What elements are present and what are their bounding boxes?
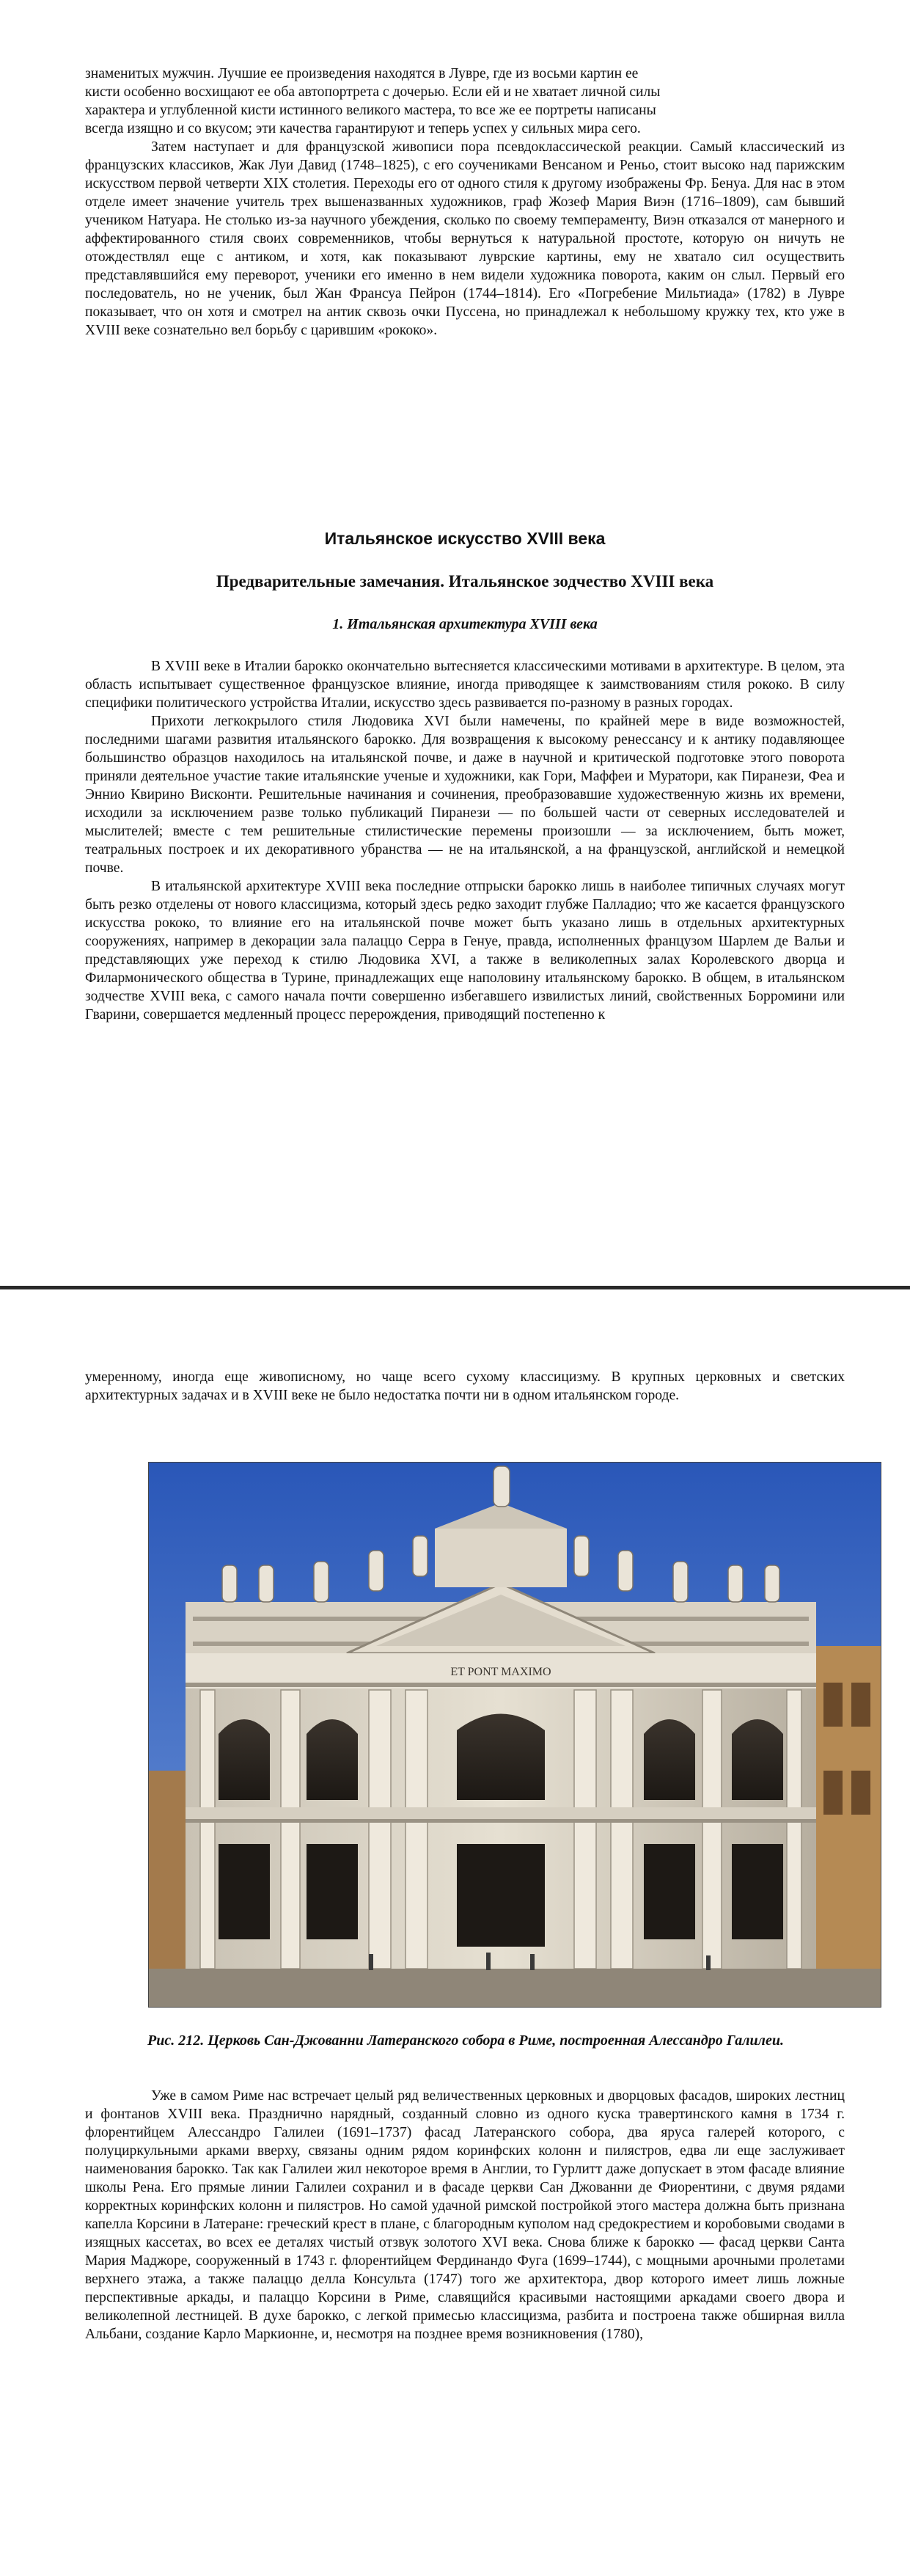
continued-paragraph: умеренному, иногда еще живописному, но чаще всего сухому классицизму. В крупных церковных и светских архитектурных задачах и в XVIII веке не было недостатка почти ни в одном итальянском городе. (85, 1369, 845, 1403)
facade-illustration (149, 1463, 881, 2007)
intro-line: кисти особенно восхищают ее оба автопортрета с дочерью. Если ей и не хватает личной силы (85, 84, 661, 100)
page-1 (0, 0, 910, 1286)
david-paragraph-block (85, 138, 845, 340)
figure-caption: Рис. 212. Церковь Сан-Джованни Латеранского собора в Риме, построенная Алессандро Галилеи. (147, 2032, 784, 2049)
section-title: Итальянское искусство XVIII века (324, 529, 606, 548)
intro-paragraph (85, 65, 845, 138)
rome-paragraph-block (85, 2087, 845, 2343)
architecture-paragraphs (85, 657, 845, 1024)
paragraph-baroque: В XVIII веке в Италии барокко окончательно вытесняется классическими мотивами в архитектуре. В целом, эта область испытывает существенное французское влияние, иногда приводящее к заимствованиям стиля рококо. В силу специфики политического устройства Италии, искусство здесь развивается по-разному в разных городах. (85, 659, 845, 711)
paragraph-louis-xvi: Прихоти легкокрылого стиля Людовика XVI были намечены, по крайней мере в виде возможностей, последними шагами развития итальянского барокко. Для возвращения к высокому ренессансу и к антику подавляющее большинство образцов находилось на итальянской почве, и даже в научной и критической подготовке этого поворота приняли деятельное участие такие итальянские ученые и художники, как Гори, Маффеи и Муратори, как Пиранези, Феа и Эннио Квирино Висконти. Решительные начинания и сочинения, преобразовавшие художественную жизнь их времени, исходили за исключением разве только публикаций Пиранези — по большей части от северных исследователей и мыслителей; вместе с тем решительные стилистические перемены произошли — за исключением, быть может, театральных построек и их декоративного убранства — не на итальянской, а на французской, английской и немецкой почве. (85, 714, 845, 876)
intro-line: знаменитых мужчин. Лучшие ее произведения находятся в Лувре, где из восьми картин ее (85, 66, 639, 81)
lateran-facade-photo (148, 1462, 881, 2008)
facade-inscription: ET PONT MAXIMO (450, 1666, 551, 1678)
rome-paragraph: Уже в самом Риме нас встречает целый ряд величественных церковных и дворцовых фасадов, широких лестниц и фонтанов XVIII века. Празднично нарядный, созданный словно из одного куска травертинского камня в 1734 г. флорентийцем Алессандро Галилеи (1691–1737) фасад Латеранского собора, два яруса галерей которого, с полуциркульными арками вверху, связаны одним рядом коринфских колонн и пилястров, едва ли еще заслуживает наименования барокко. Так как Галилеи жил некоторое время в Англии, то Гурлитт даже допускает в этом фасаде влияние школы Рена. Его прямые линии Галилеи сохранил и в фасаде церкви Сан Джованни де Фиорентини, с двумя рядами корректных коринфских колонн и пилястров. Но самой удачной римской постройкой этого мастера должна быть признана капелла Корсини в Латеране: греческий крест в плане, с благородным куполом над средокрестием и коробовыми сводами в изящных кассетах, во всех ее деталях чистый отзвук золотого XVI века. Снова ближе к барокко — фасад церкви Санта Мария Маджоре, сооруженный в 1743 г. флорентийцем Фердинандо Фуга (1699–1744), с мощными арочными пролетами верхнего этажа, а также палаццо делла Консульта (1747) того же архитектора, двор которого имеет лишь ложные перспективные аркады, и палаццо Корсини в Риме, славящийся красивыми настоящими аркадами своего двора и великолепной лестницей. В духе барокко, с легкой примесью классицизма, разбита и построена также обширная вилла Альбани, создание Карло Маркионне, и, несмотря на позднее время возникновения (1780), (85, 2088, 845, 2342)
intro-line: всегда изящно и со вкусом; эти качества гарантируют и теперь успех у сильных мира сего. (85, 121, 641, 136)
david-paragraph: Затем наступает и для французской живописи пора псевдоклассической реакции. Самый классический из французских классиков, Жак Луи Давид (1748–1825), с его соучениками Венсаном и Реньо, стоит высоко над парижским искусством первой четверти XIX столетия. Переходы его от одного стиля к другому изображены Фр. Бенуа. Для нас в этом отделе имеет значение учитель трех вышеназванных художников, граф Жозеф Мария Виэн (1716–1809), сам бывший учеником Натуара. Не столько из-за научного убеждения, сколько по своему темпераменту, Виэн отказался от манерного и аффектированного стиля своих современников, чтобы вернуться к натуральной простоте, которую он ничуть не отождествлял еще с антиком, и хотя, как показывают луврские картины, ему не хватало сил осуществить представлявшийся ему переворот, ученики его именно в нем видели художника поворота, каким он слыл. Первый его последователь, но не ученик, был Жан Франсуа Пейрон (1744–1814). Его «Погребение Мильтиада» (1782) в Лувре показывает, что он хотя и смотрел на антик сквозь очки Пуссена, но принадлежал к небольшому кружку тех, кто уже в XVIII веке сознательно вел борьбу с царившим «рококо». (85, 139, 845, 338)
item-title: 1. Итальянская архитектура XVIII века (332, 616, 598, 632)
paragraph-italian-architecture: В итальянской архитектуре XVIII века последние отпрыски барокко лишь в наиболее типичных случаях могут быть резко отделены от нового классицизма, который здесь редко заходит глубже Палладио; что же касается французского искусства рококо, то влияние его на итальянской почве может быть указано лишь в отдельных архитектурных сооружениях, например в декорации зала палаццо Серра в Генуе, правда, исполненных французом Шарлем де Вальи и представляющих уже переход к стилю Людовика XVI, а также в великолепных залах Королевского дворца и Филармонического общества в Турине, принадлежащих еще наполовину итальянскому барокко. В общем, в итальянском зодчестве XVIII века, с самого начала почти совершенно избегавшего извилистых линий, свойственных Борромини или Гварини, совершается медленный процесс перерождения, приводящий постепенно к (85, 879, 845, 1022)
continued-paragraph-block (85, 1368, 845, 1405)
intro-line: характера и углубленной кисти истинного великого мастера, то все же ее портреты написаны (85, 103, 656, 118)
subsection-title: Предварительные замечания. Итальянское зодчество XVIII века (216, 572, 714, 590)
